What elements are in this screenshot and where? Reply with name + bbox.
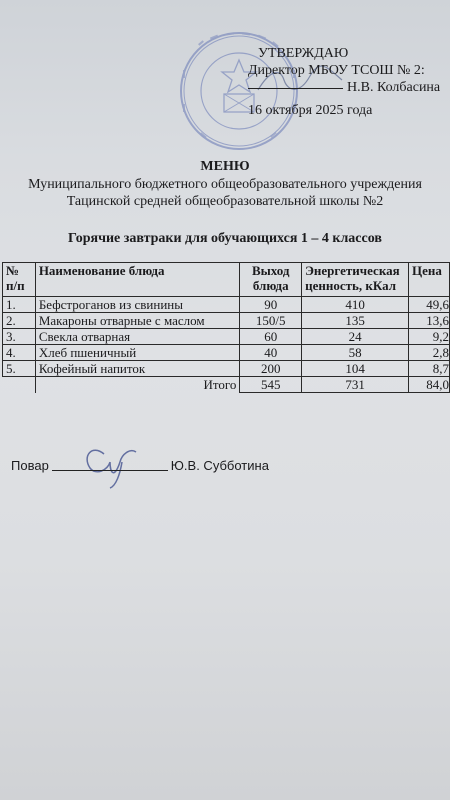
- table-row: [3, 297, 450, 313]
- header-price: Цена: [409, 263, 450, 297]
- approval-name: Н.В. Колбасина: [347, 80, 441, 95]
- header-energy: Энергетическая ценность, кКал: [302, 263, 409, 297]
- approval-heading: УТВЕРЖДАЮ: [258, 46, 349, 61]
- total-yield: 545: [240, 377, 302, 393]
- dish-energy: 135: [302, 313, 409, 329]
- organization-line-2: Тацинской средней общеобразовательной школы №2: [66, 194, 384, 209]
- cook-signature-block: [11, 458, 269, 473]
- dish-yield: 200: [240, 361, 302, 377]
- row-num: 4.: [3, 345, 36, 361]
- dish-name: Макароны отварные с маслом: [35, 313, 240, 329]
- table-row: [3, 329, 450, 345]
- total-label: Итого: [35, 377, 240, 393]
- cook-role: Повар: [11, 458, 49, 473]
- row-num: 1.: [3, 297, 36, 313]
- dish-price: 8,7: [409, 361, 450, 377]
- approval-signature-line: [248, 79, 448, 96]
- total-price: 84,0: [409, 377, 450, 393]
- total-empty-cell: [3, 377, 36, 393]
- dish-price: 9,2: [409, 329, 450, 345]
- dish-energy: 58: [302, 345, 409, 361]
- header-num: № п/п: [3, 263, 36, 297]
- approval-date: 16 октября 2025 года: [248, 103, 373, 118]
- dish-yield: 60: [240, 329, 302, 345]
- table-total-row: [3, 377, 450, 393]
- table-header-row: [3, 263, 450, 297]
- dish-name: Бефстроганов из свинины: [35, 297, 240, 313]
- approval-block: [248, 45, 448, 119]
- dish-energy: 410: [302, 297, 409, 313]
- table-row: [3, 345, 450, 361]
- table-row: [3, 313, 450, 329]
- header-name: Наименование блюда: [35, 263, 240, 297]
- cook-signature-line: [52, 470, 168, 471]
- dish-name: Кофейный напиток: [35, 361, 240, 377]
- approval-position: Директор МБОУ ТСОШ № 2:: [248, 63, 425, 78]
- menu-table: [2, 262, 450, 393]
- organization-line-1: Муниципального бюджетного общеобразовательного учреждения: [28, 177, 422, 192]
- dish-price: 13,6: [409, 313, 450, 329]
- row-num: 5.: [3, 361, 36, 377]
- cook-name: Ю.В. Субботина: [170, 458, 269, 473]
- total-energy: 731: [302, 377, 409, 393]
- dish-yield: 90: [240, 297, 302, 313]
- table-row: [3, 361, 450, 377]
- dish-energy: 104: [302, 361, 409, 377]
- dish-price: 2,8: [409, 345, 450, 361]
- row-num: 2.: [3, 313, 36, 329]
- dish-yield: 40: [240, 345, 302, 361]
- row-num: 3.: [3, 329, 36, 345]
- dish-energy: 24: [302, 329, 409, 345]
- dish-name: Свекла отварная: [35, 329, 240, 345]
- menu-title: МЕНЮ: [200, 159, 250, 174]
- menu-subtitle: Горячие завтраки для обучающихся 1 – 4 классов: [68, 231, 382, 246]
- signature-underline: [248, 88, 343, 89]
- dish-name: Хлеб пшеничный: [35, 345, 240, 361]
- dish-price: 49,6: [409, 297, 450, 313]
- header-yield: Выход блюда: [240, 263, 302, 297]
- dish-yield: 150/5: [240, 313, 302, 329]
